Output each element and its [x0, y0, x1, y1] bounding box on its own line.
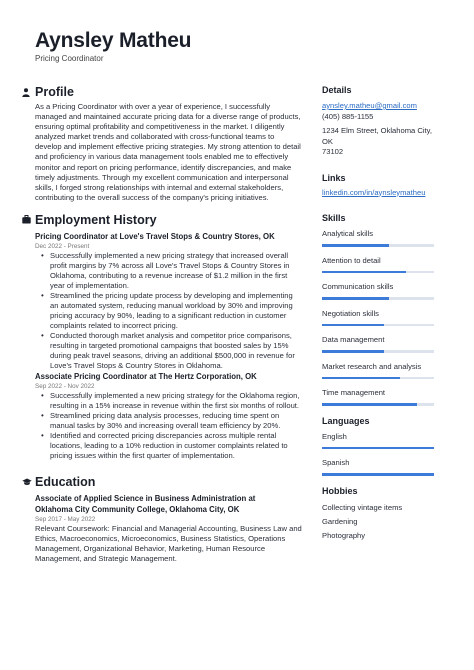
skill-label: Negotiation skills [322, 308, 379, 318]
briefcase-icon [22, 215, 35, 224]
job-bullet: • Streamlined pricing data analysis processes, reducing time spent on manual tasks by 30% and increasing overall team efficiency by 20%. [45, 411, 302, 431]
skill-item [322, 256, 440, 274]
language-label: English [322, 431, 347, 441]
skill-item [322, 282, 440, 300]
skill-level-bar [322, 244, 434, 247]
candidate-name: Aynsley Matheu [35, 29, 192, 52]
employment-heading [22, 212, 302, 228]
job-bullet: • Successfully implemented a new pricing strategy for the Oklahoma region, resulting in a 15% increase in revenue within the first six months of rollout. [45, 391, 302, 411]
job-bullet: • Successfully implemented a new pricing strategy that increased overall profit margins by 7% across all Love's Travel Stops & Country Stores in Oklahoma, contributing to a revenue increase of $1.2 million in the first year of implementation. [45, 251, 302, 291]
education-heading [22, 474, 302, 490]
profile-heading [22, 84, 302, 100]
languages-list [322, 432, 440, 476]
phone-text: (405) 885-1155 [322, 111, 374, 121]
skill-level-bar [322, 324, 434, 327]
skill-level-bar [322, 350, 434, 353]
skill-label: Time management [322, 388, 386, 397]
skill-level-bar [322, 377, 434, 380]
skill-level-bar [322, 271, 434, 274]
language-level-bar [322, 473, 434, 476]
skill-item [322, 388, 440, 406]
profile-heading-text: Profile [35, 85, 74, 99]
language-level-fill [322, 447, 434, 450]
skill-level-fill [322, 244, 389, 247]
education-section [22, 474, 302, 564]
languages-heading: Languages [322, 415, 370, 426]
job-bullets [45, 391, 302, 461]
skill-level-fill [322, 297, 389, 300]
degree-line-2: Oklahoma City Community College, Oklahoma City, OK [35, 504, 240, 514]
skill-item [322, 229, 440, 247]
main-column [22, 84, 302, 564]
hobby-item: Photography [322, 530, 366, 540]
details-section [322, 84, 440, 158]
skill-level-bar [322, 403, 434, 406]
skills-section [322, 212, 440, 406]
skill-label: Attention to detail [322, 255, 381, 265]
education-date: Sep 2017 - May 2022 [35, 515, 96, 523]
employment-section [22, 212, 302, 461]
skill-label: Market research and analysis [322, 361, 422, 371]
job-bullet: • Identified and corrected pricing discrepancies across multiple rental locations, leading to a 10% reduction in customer complaints related to pricing issues within the first quarter of implementation. [45, 431, 302, 461]
job-bullet: • Conducted thorough market analysis and competitor price comparisons, resulting in targeted promotional campaigns that boosted sales by 15% during peak travel seasons, driving an additional $500,000 in revenue for Love's Travel Stops & Country Stores in Oklahoma. [45, 331, 302, 371]
hobby-item: Gardening [322, 516, 358, 526]
skill-label: Analytical skills [322, 229, 374, 238]
address-line-1: 1234 Elm Street, Oklahoma City, OK [322, 126, 433, 146]
sidebar-column [322, 84, 440, 543]
address-line-2: 73102 [322, 147, 344, 156]
degree-line-1: Associate of Applied Science in Business Administration at [35, 493, 256, 503]
skill-level-fill [322, 350, 384, 353]
skill-item [322, 309, 440, 327]
skill-level-fill [322, 377, 400, 380]
job-entry [22, 371, 302, 461]
skill-item [322, 335, 440, 353]
job-title: Associate Pricing Coordinator at The Hertz Corporation, OK [35, 371, 257, 381]
hobby-item: Collecting vintage items [322, 502, 403, 512]
job-title: Pricing Coordinator at Love's Travel Stops & Country Stores, OK [35, 231, 275, 241]
skill-label: Data management [322, 335, 385, 344]
person-icon [22, 88, 35, 97]
job-date: Sep 2022 - Nov 2022 [35, 382, 95, 390]
skills-heading: Skills [322, 213, 346, 223]
employment-heading-text: Employment History [35, 212, 157, 227]
education-heading-text: Education [35, 474, 96, 489]
hobbies-section [322, 485, 440, 543]
job-bullet: • Streamlined the pricing update process by developing and implementing an automated system, reducing manual workload by 30% and improving pricing accuracy by 90%, leading to a significant reduction in customer complaints related to incorrect pricing. [45, 291, 302, 331]
skill-level-bar [322, 297, 434, 300]
links-section [322, 172, 440, 199]
job-date: Dec 2022 - Present [35, 242, 90, 250]
language-level-fill [322, 473, 434, 476]
language-level-bar [322, 447, 434, 450]
skill-level-fill [322, 271, 406, 274]
profile-text: As a Pricing Coordinator with over a year of experience, I successfully managed and maintained accurate pricing data for a diverse range of products, ensuring optimal profitability and competitiveness in the market. I diligently analyzed market trends and collaborated with cross-functional teams to develop and implement effective pricing strategies. My strong attention to detail and proficiency in various data management tools enabled me to effectively monitor and report on pricing performance, identify discrepancies, and make timely adjustments. Through my excellent communication and interpersonal skills, I forged strong relationships with internal and external stakeholders, contributing to the overall success of the company's pricing initiatives. [35, 102, 301, 202]
language-item [322, 432, 440, 450]
skill-item [322, 362, 440, 380]
candidate-title: Pricing Coordinator [35, 54, 104, 63]
language-label: Spanish [322, 458, 350, 467]
skill-level-fill [322, 403, 417, 406]
job-entry [22, 231, 302, 371]
skill-level-fill [322, 324, 384, 327]
skills-list [322, 229, 440, 406]
email-link[interactable]: aynsley.matheu@gmail.com [322, 101, 417, 110]
graduation-cap-icon [22, 478, 35, 486]
details-heading: Details [322, 85, 352, 95]
profile-section [22, 84, 302, 203]
skill-label: Communication skills [322, 282, 394, 291]
hobbies-heading: Hobbies [322, 485, 358, 496]
linkedin-link[interactable]: linkedin.com/in/aynsleymatheu [322, 187, 426, 197]
languages-section [322, 415, 440, 476]
job-bullets [45, 251, 302, 371]
education-coursework: Relevant Coursework: Financial and Managerial Accounting, Business Law and Ethics, Macroeconomics, Microeconomics, Business Statistics, Operations Management, Organizational Behavior, Marketing, Human Resource Management, and Strategic Management. [35, 523, 302, 564]
resume-header [35, 29, 191, 63]
links-heading: Links [322, 172, 346, 183]
language-item [322, 458, 440, 476]
